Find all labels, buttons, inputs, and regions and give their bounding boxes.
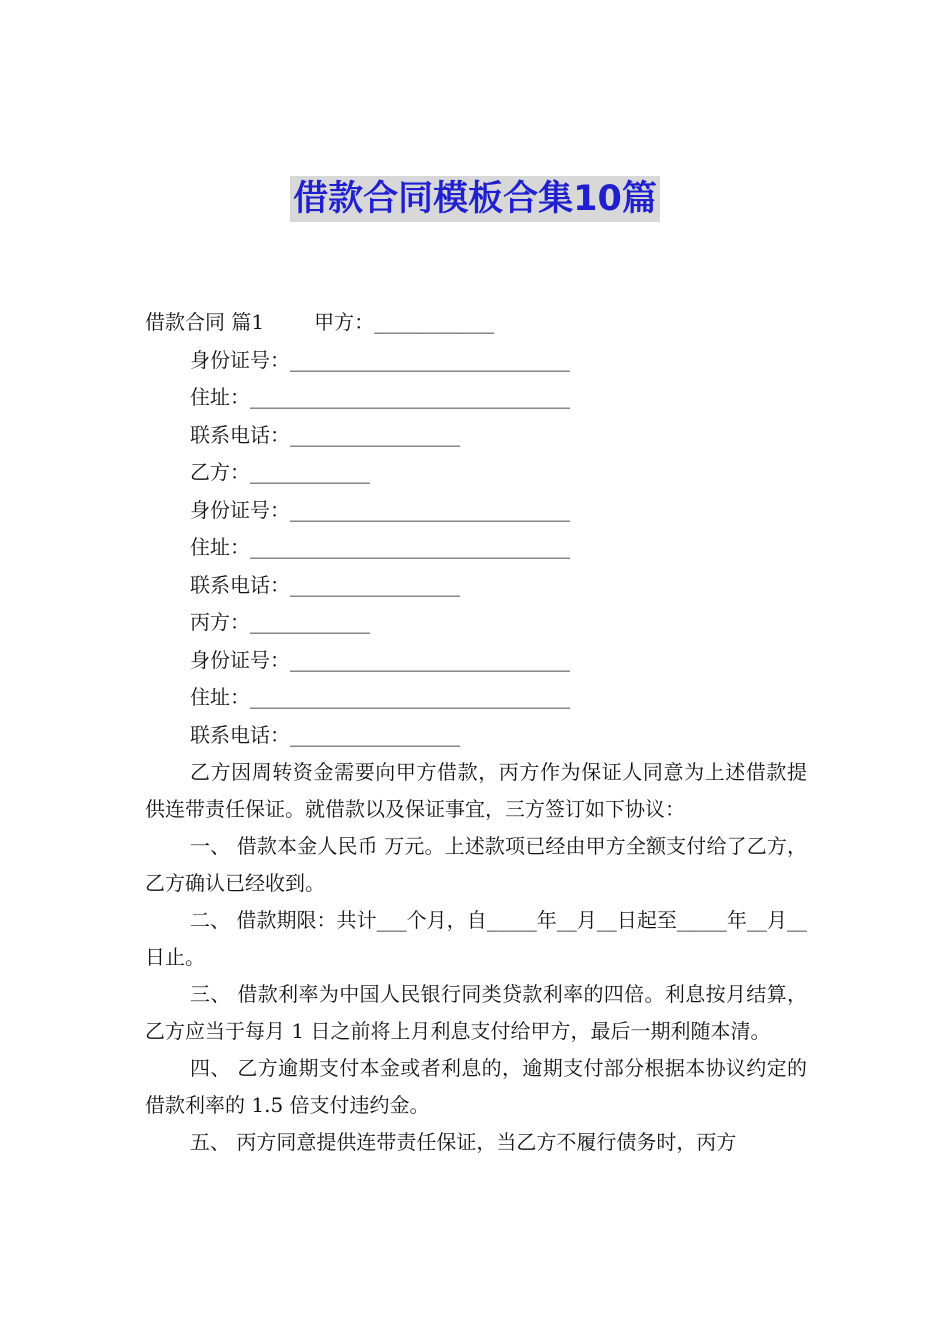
- header-line: [145, 304, 807, 342]
- party-field: 身份证号：____________________________: [190, 647, 570, 672]
- party-field: 联系电话：_________________: [190, 572, 460, 597]
- title-container: [0, 176, 950, 222]
- party-field: 联系电话：_________________: [190, 722, 460, 747]
- party-field: 住址：________________________________: [190, 385, 570, 409]
- party-a-field: 甲方：____________: [314, 310, 495, 334]
- clause-paragraph: 一、 借款本金人民币 万元。上述款项已经由甲方全额支付给了乙方，乙方确认已经收到。: [145, 834, 807, 895]
- party-field: 身份证号：____________________________: [190, 347, 570, 372]
- party-field: 身份证号：____________________________: [190, 497, 570, 522]
- party-field: 丙方：____________: [190, 610, 370, 634]
- document-title: 借款合同模板合集10篇: [290, 176, 660, 222]
- party-field: 乙方：____________: [190, 460, 370, 484]
- document-body: [145, 304, 807, 1161]
- party-field: 联系电话：_________________: [190, 422, 460, 447]
- clause-paragraph: 三、 借款利率为中国人民银行同类贷款利率的四倍。利息按月结算，乙方应当于每月 1 日之前将上月利息支付给甲方，最后一期利随本清。: [145, 982, 807, 1043]
- section-heading: 借款合同 篇1: [145, 310, 265, 334]
- body-paragraph: 乙方因周转资金需要向甲方借款，丙方作为保证人同意为上述借款提供连带责任保证。就借款以及保证事宜，三方签订如下协议：: [145, 760, 807, 821]
- clause-paragraph: 二、 借款期限：共计___个月，自_____年__月__日起至_____年__月__日止。: [145, 908, 807, 969]
- party-field: 住址：________________________________: [190, 685, 570, 709]
- clause-paragraph: 五、 丙方同意提供连带责任保证，当乙方不履行债务时，丙方: [190, 1130, 737, 1154]
- clause-paragraph: 四、 乙方逾期支付本金或者利息的，逾期支付部分根据本协议约定的借款利率的 1.5 倍支付违约金。: [145, 1056, 807, 1117]
- party-field: 住址：________________________________: [190, 535, 570, 559]
